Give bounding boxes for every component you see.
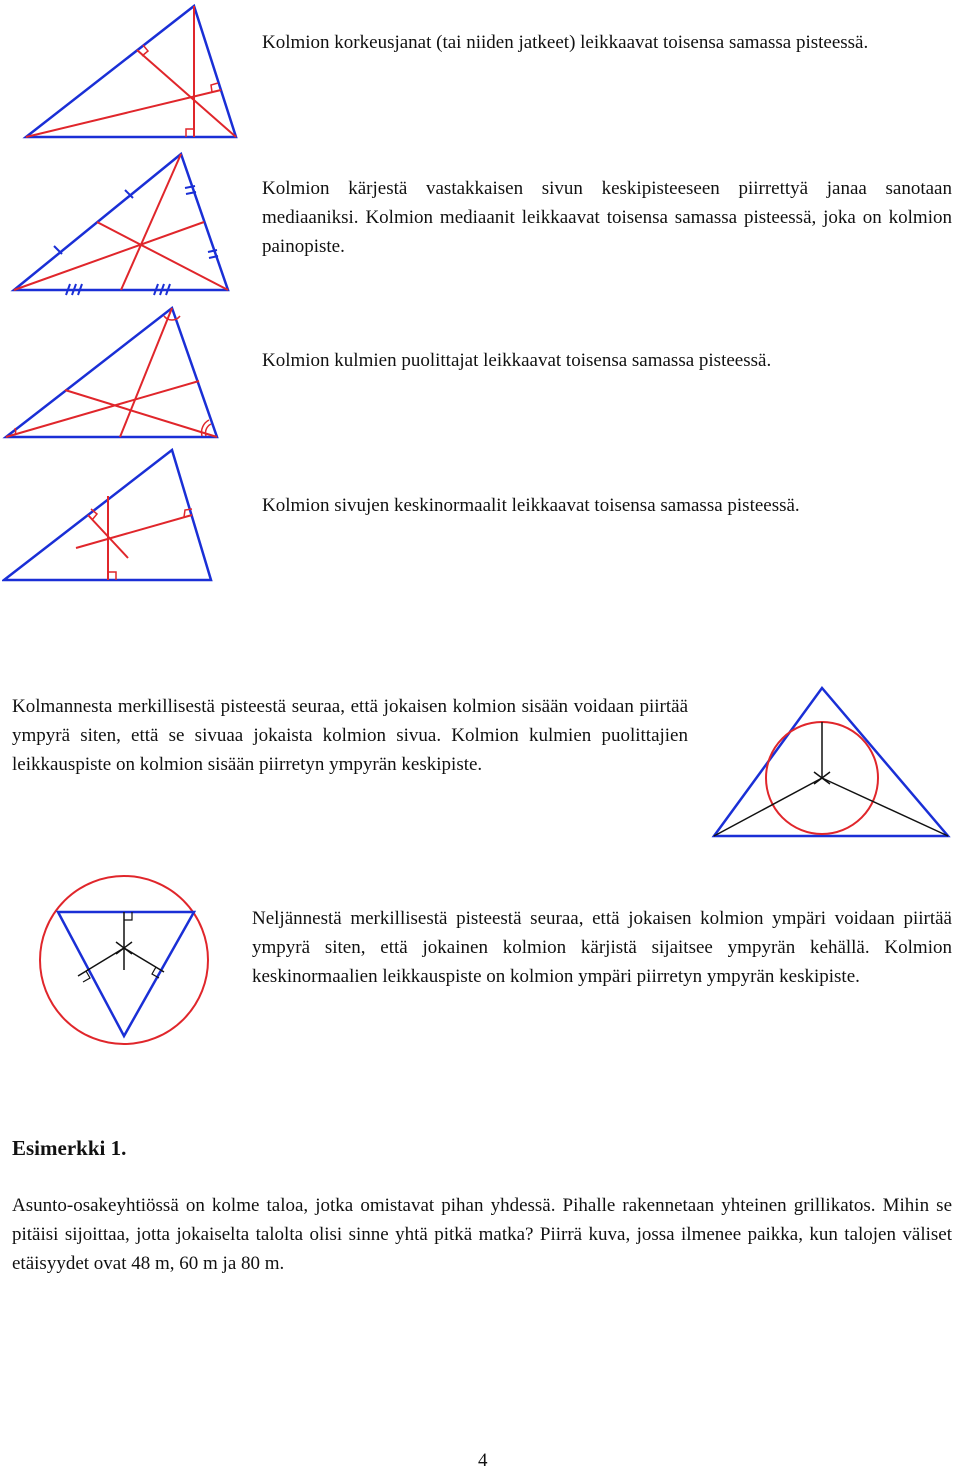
- altitudes-triangle-figure: [22, 2, 242, 140]
- angle-bisectors-description: Kolmion kulmien puolittajat leikkaavat toisensa samassa pisteessä.: [262, 350, 772, 371]
- median-line: [14, 222, 204, 290]
- radius-line: [822, 778, 948, 836]
- circumcircle-description: Neljännestä merkillisestä pisteestä seuraa, että jokaisen kolmion ympäri voidaan piirtää ympyrä siten, että jokainen kolmion kärjistä sijaitsee ympyrän kehällä. Kolmion keskinormaalien leikkauspiste on kolmion ympäri piirretyn ympyrän keskipiste.: [252, 908, 952, 987]
- page-number: 4: [478, 1450, 488, 1471]
- incircle-figure: [710, 684, 952, 840]
- example-heading: Esimerkki 1.: [12, 1136, 127, 1160]
- perpendicular-bisectors-description: Kolmion sivujen keskinormaalit leikkaavat toisensa samassa pisteessä.: [262, 495, 800, 516]
- incircle-description: Kolmannesta merkillisestä pisteestä seuraa, että jokaisen kolmion sisään voidaan piirtää ympyrä siten, että se sivuaa jokaista kolmion sivua. Kolmion kulmien puolittajien leikkauspiste on kolmion sisään piirretyn ympyrän keskipiste.: [12, 696, 688, 775]
- medians-description: Kolmion kärjestä vastakkaisen sivun keskipisteeseen piirrettyä janaa sanotaan mediaaniksi. Kolmion mediaanit leikkaavat toisensa samassa pisteessä, joka on kolmion painopiste.: [262, 178, 952, 257]
- bisector-line: [6, 381, 199, 437]
- tick-marks: [54, 186, 218, 295]
- triangle: [714, 688, 948, 836]
- medians-triangle-figure: [10, 150, 232, 298]
- triangle: [6, 308, 217, 437]
- triangle: [26, 6, 236, 137]
- example-text: Asunto-osakeyhtiössä on kolme taloa, jotka omistavat pihan yhdessä. Pihalle rakennetaan yhteinen grillikatos. Mihin se pitäisi sijoittaa, jotta jokaiselta talolta olisi sinne yhtä pitkä matka? Piirrä kuva, jossa ilmenee paikka, kun talojen väliset etäisyydet ovat 48 m, 60 m ja 80 m.: [12, 1195, 952, 1274]
- perpendicular-bisectors-triangle-figure: [2, 448, 214, 584]
- triangle: [58, 912, 194, 1036]
- median-line: [121, 154, 181, 290]
- radius-line: [714, 778, 822, 836]
- altitudes-description: Kolmion korkeusjanat (tai niiden jatkeet) leikkaavat toisensa samassa pisteessä.: [262, 32, 869, 53]
- angle-arc-mark: [15, 428, 16, 435]
- circumcircle-figure: [38, 870, 214, 1046]
- angle-bisectors-triangle-figure: [2, 302, 224, 442]
- triangle: [14, 154, 228, 290]
